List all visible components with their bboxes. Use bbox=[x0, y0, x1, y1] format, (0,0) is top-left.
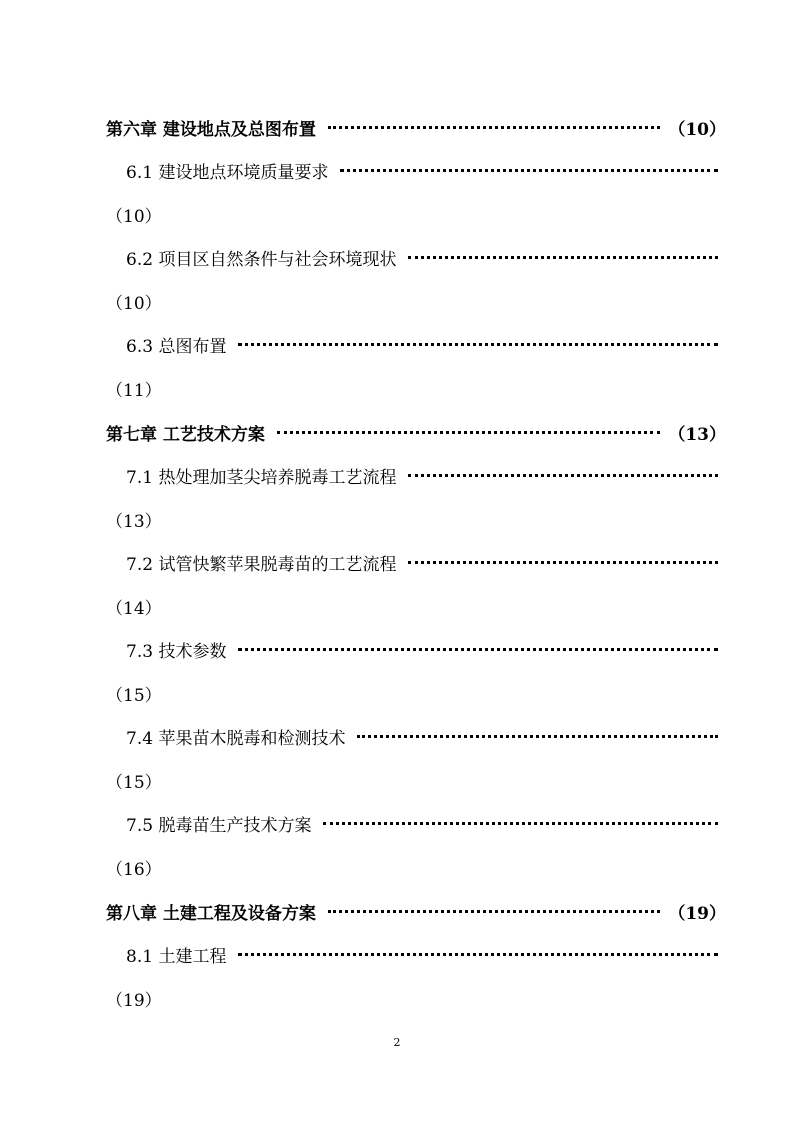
chapter-title: 工艺技术方案 bbox=[162, 425, 265, 445]
chapter-title: 土建工程及设备方案 bbox=[162, 904, 316, 924]
section-number: 6.1 bbox=[126, 163, 154, 183]
dot-leader bbox=[238, 648, 718, 651]
chapter-page-ref: （10） bbox=[668, 120, 726, 140]
section-title: 项目区自然条件与社会环境现状 bbox=[158, 250, 397, 270]
dot-leader bbox=[408, 256, 718, 259]
section-page-ref: （10） bbox=[106, 207, 162, 227]
chapter-page-ref: （19） bbox=[668, 904, 726, 924]
section-number: 7.3 bbox=[126, 642, 154, 662]
section-number: 6.3 bbox=[126, 337, 154, 357]
dot-leader bbox=[340, 169, 718, 172]
section-page-ref: （14） bbox=[106, 599, 162, 619]
chapter-number: 第七章 bbox=[106, 425, 157, 445]
toc-chapter[interactable] bbox=[106, 413, 726, 457]
dot-leader bbox=[328, 126, 660, 129]
section-title: 苹果苗木脱毒和检测技术 bbox=[158, 729, 346, 749]
dot-leader bbox=[323, 822, 718, 825]
section-page-ref: （15） bbox=[106, 773, 162, 793]
section-number: 6.2 bbox=[126, 250, 154, 270]
section-page-ref: （19） bbox=[106, 991, 162, 1011]
toc-section[interactable] bbox=[106, 718, 726, 805]
section-page-ref: （15） bbox=[106, 686, 162, 706]
section-number: 7.1 bbox=[126, 468, 154, 488]
section-page-ref: （13） bbox=[106, 512, 162, 532]
section-number: 7.2 bbox=[126, 555, 154, 575]
section-title: 技术参数 bbox=[158, 642, 227, 662]
toc-section[interactable] bbox=[106, 805, 726, 892]
section-title: 土建工程 bbox=[158, 947, 227, 967]
section-page-ref: （10） bbox=[106, 294, 162, 314]
chapter-page-ref: （13） bbox=[668, 425, 726, 445]
section-page-ref: （16） bbox=[106, 860, 162, 880]
dot-leader bbox=[408, 561, 718, 564]
dot-leader bbox=[238, 343, 718, 346]
dot-leader bbox=[277, 431, 660, 434]
chapter-number: 第八章 bbox=[106, 904, 157, 924]
toc-section[interactable] bbox=[106, 544, 726, 631]
section-title: 热处理加茎尖培养脱毒工艺流程 bbox=[158, 468, 397, 488]
toc-section[interactable] bbox=[106, 239, 726, 326]
toc-chapter[interactable] bbox=[106, 108, 726, 152]
section-title: 总图布置 bbox=[158, 337, 227, 357]
toc-chapter[interactable] bbox=[106, 892, 726, 936]
toc-section[interactable] bbox=[106, 936, 726, 1023]
page-number: 2 bbox=[393, 1036, 401, 1049]
section-number: 8.1 bbox=[126, 947, 154, 967]
toc-section[interactable] bbox=[106, 152, 726, 239]
section-number: 7.5 bbox=[126, 816, 154, 836]
chapter-number: 第六章 bbox=[106, 120, 157, 140]
section-title: 建设地点环境质量要求 bbox=[158, 163, 329, 183]
section-page-ref: （11） bbox=[106, 381, 162, 401]
section-title: 试管快繁苹果脱毒苗的工艺流程 bbox=[158, 555, 397, 575]
toc-section[interactable] bbox=[106, 457, 726, 544]
section-title: 脱毒苗生产技术方案 bbox=[158, 816, 312, 836]
section-number: 7.4 bbox=[126, 729, 154, 749]
chapter-title: 建设地点及总图布置 bbox=[162, 120, 316, 140]
dot-leader bbox=[357, 735, 718, 738]
dot-leader bbox=[238, 953, 718, 956]
dot-leader bbox=[408, 474, 718, 477]
toc-section[interactable] bbox=[106, 326, 726, 413]
dot-leader bbox=[328, 910, 660, 913]
table-of-contents bbox=[106, 108, 726, 1023]
toc-section[interactable] bbox=[106, 631, 726, 718]
